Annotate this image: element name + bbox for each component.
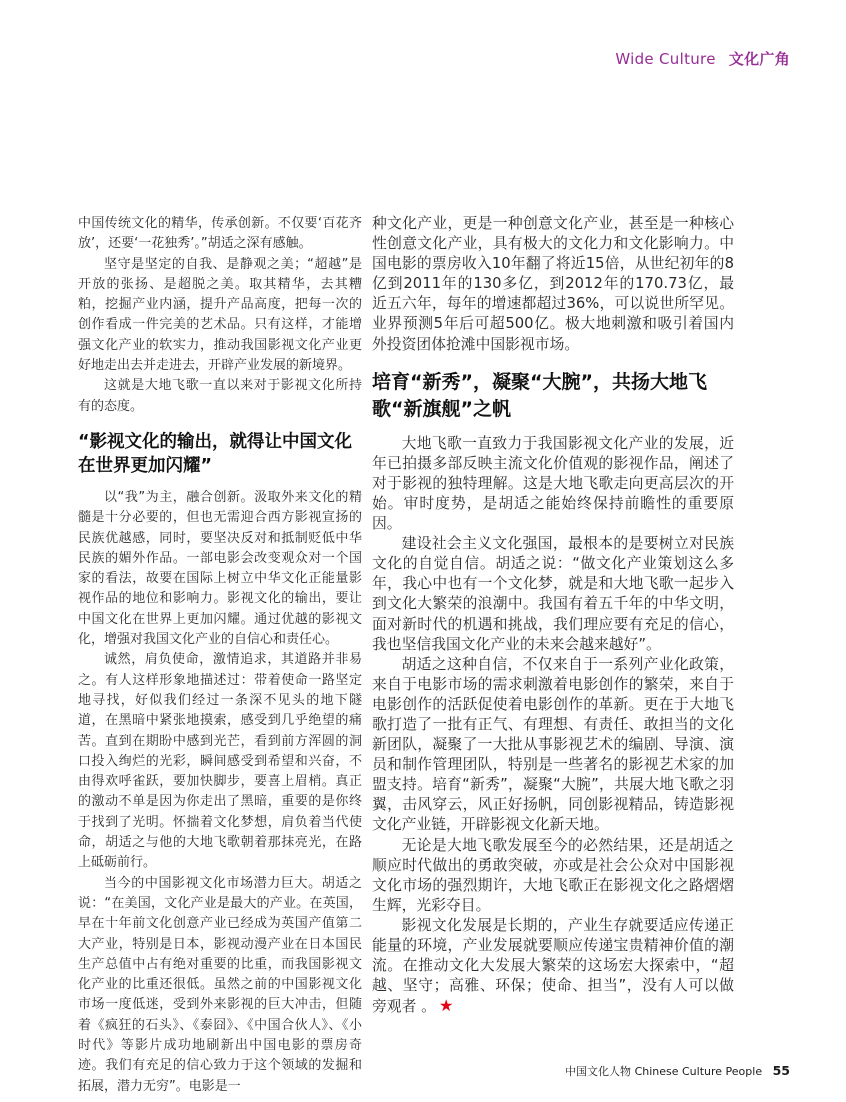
paragraph: 大地飞歌一直致力于我国影视文化产业的发展，近年已拍摄多部反映主流文化价值观的影视作品，阐述了对于影视的独特理解。这是大地飞歌走向更高层次的开始。审时度势，是胡适之能始终保持前瞻性的重要原因。 [372,434,734,533]
paragraph: 诚然，肩负使命，激情追求，其道路并非易之。有人这样形象地描述过：带着使命一路坚定地寻找，好似我们经过一条深不见头的地下隧道，在黑暗中紧张地摸索，感受到几乎绝望的痛苦。直到在期盼中感到光芒，看到前方浑圆的洞口投入绚烂的光彩，瞬间感受到希望和兴奋，不由得欢呼雀跃，要加快脚步，要喜上眉梢。真正的激动不单是因为你走出了黑暗，重要的是你终于找到了光明。怀揣着文化梦想，肩负着当代使命，胡适之与他的大地飞歌朝着那抹亮光，在路上砥砺前行。 [78,652,362,871]
section-header-en: Wide Culture [615,50,716,68]
journal-name-zh: 中国文化人物 [565,1065,632,1078]
paragraph: 坚守是坚定的自我、是静观之美；“超越”是开放的张扬、是超脱之美。取其精华，去其糟粕，挖掘产业内涵，提升产品高度，把每一次的创作看成一件完美的艺术品。只有这样，才能增强文化产业的软实力，推动我国影视文化产业更好地走出去并走进去，开辟产业发展的新境界。 [78,256,362,374]
section-header-zh: 文化广角 [728,50,790,68]
paragraph-final [372,916,734,1017]
section-header [615,48,790,69]
paragraph-continuation: 种文化产业，更是一种创意文化产业，甚至是一种核心性创意文化产业，具有极大的文化力和文化影响力。中国电影的票房收入10年翻了将近15倍，从世纪初年的8亿到2011年的130多亿，到2012年的170.73亿，最近五六年，每年的增速都超过36%，可以说世所罕见。业界预测5年后可超500亿。极大地刺激和吸引着国内外投资团体抢滩中国影视市场。 [372,215,734,353]
paragraph-text: 影视文化发展是长期的，产业生存就要适应传递正能量的环境，产业发展就要顺应传递宝贵精神价值的潮流。在推动文化大发展大繁荣的这场宏大探索中，“超越、坚守；高雅、环保；使命、担当”，没有人可以做旁观者 。 [372,916,734,1016]
section-heading-new-flagship: 培育“新秀”，凝聚“大腕”，共扬大地飞歌“新旗舰”之帆 [372,370,707,420]
section-heading-film-culture-export: “影视文化的输出，就得让中国文化在世界更加闪耀” [78,431,353,476]
paragraph: 胡适之这种自信，不仅来自于一系列产业化政策，来自于电影市场的需求刺激着电影创作的繁荣，来自于电影创作的活跃促使着电影创作的革新。更在于大地飞歌打造了一批有正气、有理想、有责任、敢担当的文化新团队，凝聚了一大批从事影视艺术的编剧、导演、演员和制作管理团队，特别是一些著名的影视艺术家的加盟支持。培育“新秀”，凝聚“大腕”，共展大地飞歌之羽翼，击风穿云，风正好扬帆，同创影视精品，铸造影视文化产业链，开辟影视文化新天地。 [372,655,734,834]
paragraph: 无论是大地飞歌发展至今的必然结果，还是胡适之顺应时代做出的勇敢突破，亦或是社会公众对中国影视文化市场的强烈期许，大地飞歌正在影视文化之路熠熠生辉，光彩夺目。 [372,836,734,914]
page-number: 55 [772,1063,790,1078]
page-footer [565,1063,790,1079]
right-column [372,214,734,1017]
end-star-icon: ★ [438,996,454,1016]
paragraph-continuation: 中国传统文化的精华，传承创新。不仅要‘百花齐放’，还要‘一花独秀’。”胡适之深有感触。 [78,216,362,252]
left-column [78,214,362,1097]
paragraph: 当今的中国影视文化市场潜力巨大。胡适之说：“在美国，文化产业是最大的产业。在英国，早在十年前文化创意产业已经成为英国产值第二大产业，特别是日本，影视动漫产业在日本国民生产总值中占有绝对重要的比重，而我国影视文化产业的比重还很低。虽然之前的中国影视文化市场一度低迷，受到外来影视的巨大冲击，但随着《疯狂的石头》、《泰囧》、《中国合伙人》、《小时代》等影片成功地刷新出中国电影的票房奇迹。我们有充足的信心致力于这个领域的发掘和拓展，潜力无穷”。电影是一 [78,875,362,1094]
paragraph: 建设社会主义文化强国，最根本的是要树立对民族文化的自觉自信。胡适之说：“做文化产业策划这么多年，我心中也有一个文化梦，就是和大地飞歌一起步入到文化大繁荣的浪潮中。我国有着五千年的中华文明，面对新时代的机遇和挑战，我们理应要有充足的信心，我也坚信我国文化产业的未来会越来越好”。 [372,535,734,653]
journal-name-en: Chinese Culture People [634,1065,763,1078]
paragraph: 这就是大地飞歌一直以来对于影视文化所持有的态度。 [78,378,362,414]
paragraph: 以“我”为主，融合创新。汲取外来文化的精髓是十分必要的，但也无需迎合西方影视宣扬的民族优越感，同时，要坚决反对和抵制贬低中华民族的媚外作品。一部电影会改变观众对一个国家的看法，故要在国际上树立中华文化正能量影视作品的地位和影响力。影视文化的输出，要让中国文化在世界上更加闪耀。通过优越的影视文化，增强对我国文化产业的自信心和责任心。 [78,489,362,648]
